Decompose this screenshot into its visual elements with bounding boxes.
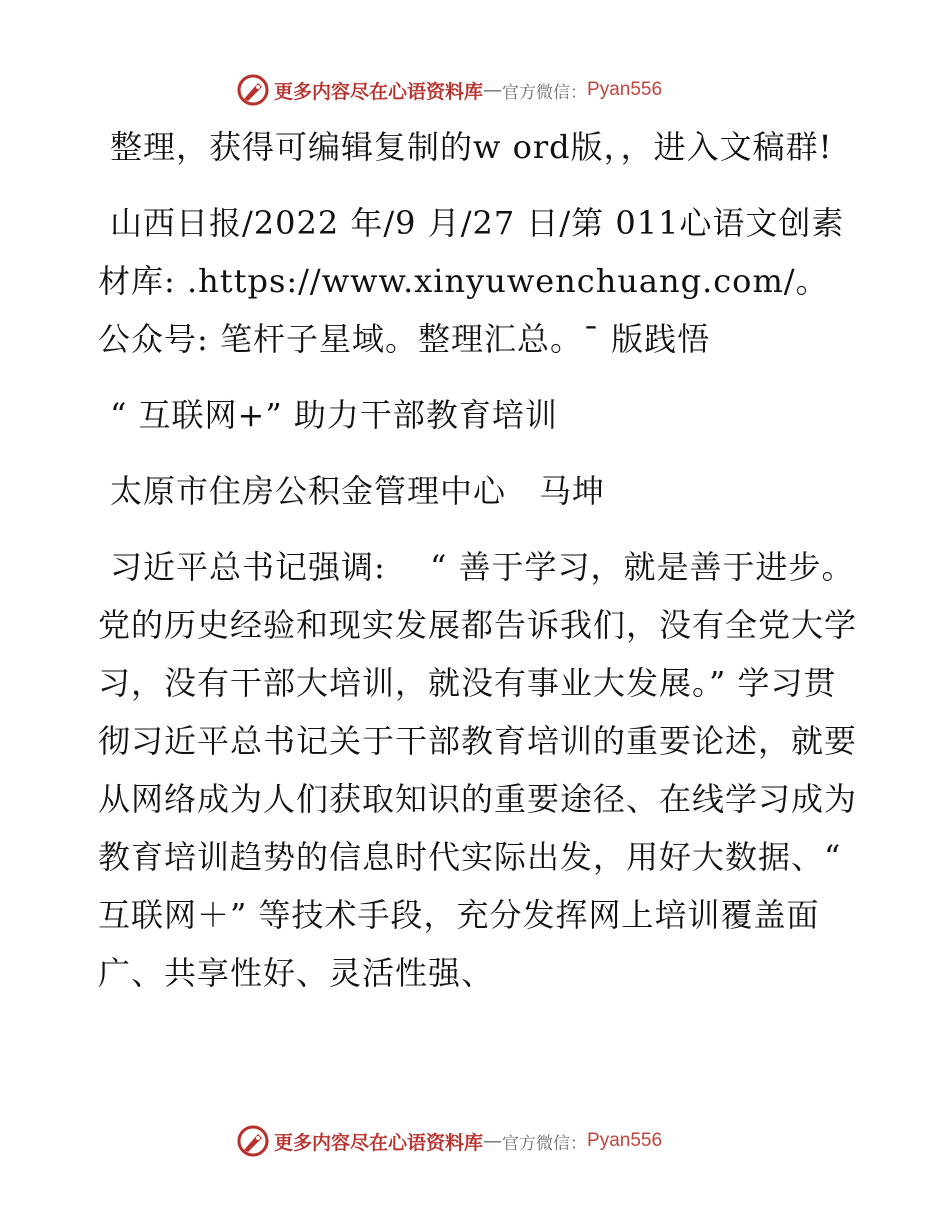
- article-author: 太原市住房公积金管理中心 马坤: [110, 472, 606, 510]
- body-paragraph: 习近平总书记强调: “ 善于学习，就是善于进步。党的历史经验和现实发展都告诉我们，没有全党大学习，没有干部大培训，就没有事业大发展。” 学习贯彻习近平总书记关于干部教育培训的重要论述，就要从网络成为人们获取知识的重要途径、在线学习成为教育培训趋势的信息时代实际出发，用好大数据、“ 互联网＋” 等技术手段，充分发挥网上培训覆盖面广、共享性好、灵活性强、: [98, 548, 858, 992]
- intro-paragraph: 整理，获得可编辑复制的w ord版，，进入文稿群!: [110, 128, 833, 166]
- banner-official-label: 官方微信：: [502, 1133, 588, 1154]
- banner-text: 更多内容尽在心语资料库: [274, 1131, 484, 1154]
- banner-dash: —: [483, 79, 503, 101]
- pen-nib-logo-icon: [236, 73, 270, 107]
- footer-watermark-banner: [236, 1121, 716, 1161]
- article-title: “ 互联网+” 助力干部教育培训: [110, 396, 558, 434]
- document-body: [98, 118, 858, 1020]
- source-paragraph: 山西日报/2022 年/9 月/27 日/第 011心语文创素材库: .https://www.xinyuwenchuang.com/。公众号: 笔杆子星域。整理汇总。¯ 版践悟: [98, 204, 845, 358]
- banner-official-label: 官方微信：: [502, 82, 588, 103]
- banner-text: 更多内容尽在心语资料库: [274, 80, 484, 103]
- banner-dash: —: [483, 1130, 503, 1152]
- banner-wechat-id: Pyan556: [587, 79, 663, 100]
- banner-wechat-id: Pyan556: [587, 1130, 663, 1151]
- pen-nib-logo-icon: [236, 1124, 270, 1158]
- header-watermark-banner: [236, 70, 716, 110]
